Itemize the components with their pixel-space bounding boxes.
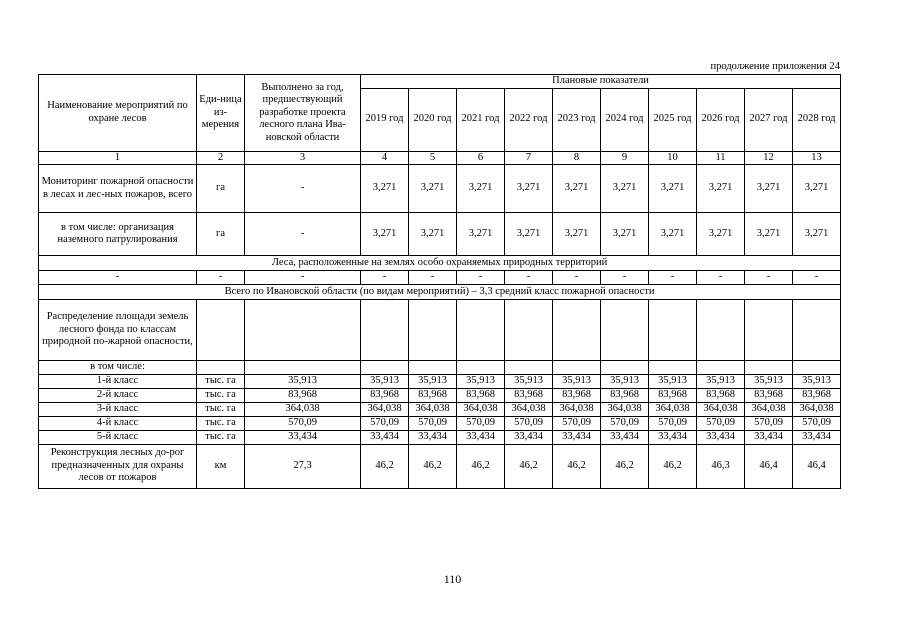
column-number: 7 — [505, 151, 553, 165]
row-value: 46,2 — [409, 444, 457, 488]
row-value: 3,271 — [409, 213, 457, 256]
row-value: 33,434 — [793, 430, 841, 444]
dash-cell: - — [39, 271, 197, 285]
row-value: 46,2 — [361, 444, 409, 488]
row-value: 83,968 — [793, 388, 841, 402]
empty-cell — [361, 300, 409, 361]
row-done: 33,434 — [245, 430, 361, 444]
table-row — [39, 430, 841, 444]
row-value: 3,271 — [457, 213, 505, 256]
row-value: 570,09 — [361, 416, 409, 430]
dash-cell: - — [601, 271, 649, 285]
row-name: 1-й класс — [39, 374, 197, 388]
row-value: 3,271 — [361, 213, 409, 256]
row-value: 3,271 — [697, 213, 745, 256]
row-value: 570,09 — [601, 416, 649, 430]
row-value: 33,434 — [457, 430, 505, 444]
column-number: 10 — [649, 151, 697, 165]
table-row — [39, 444, 841, 488]
empty-cell — [649, 361, 697, 375]
row-unit: га — [197, 165, 245, 213]
empty-cell — [553, 300, 601, 361]
empty-cell — [697, 361, 745, 375]
row-value: 3,271 — [505, 165, 553, 213]
dash-cell: - — [697, 271, 745, 285]
row-value: 33,434 — [697, 430, 745, 444]
row-value: 570,09 — [457, 416, 505, 430]
row-value: 83,968 — [361, 388, 409, 402]
year-header: 2027 год — [745, 88, 793, 151]
empty-cell — [245, 361, 361, 375]
dash-cell: - — [553, 271, 601, 285]
row-value: 3,271 — [793, 213, 841, 256]
year-header: 2026 год — [697, 88, 745, 151]
column-number: 8 — [553, 151, 601, 165]
section-title: Леса, расположенные на землях особо охраняемых природных территорий — [39, 256, 841, 271]
empty-cell — [197, 361, 245, 375]
row-value: 570,09 — [505, 416, 553, 430]
empty-cell — [361, 361, 409, 375]
empty-cell — [457, 300, 505, 361]
row-value: 46,4 — [793, 444, 841, 488]
empty-cell — [745, 300, 793, 361]
row-unit: тыс. га — [197, 416, 245, 430]
distribution-label: Распределение площади земель лесного фонда по классам природной по-жарной опасности, — [39, 300, 197, 361]
row-value: 83,968 — [601, 388, 649, 402]
empty-cell — [505, 300, 553, 361]
row-value: 46,4 — [745, 444, 793, 488]
row-value: 364,038 — [793, 402, 841, 416]
row-value: 570,09 — [793, 416, 841, 430]
dash-cell: - — [245, 271, 361, 285]
row-done: - — [245, 213, 361, 256]
year-header: 2028 год — [793, 88, 841, 151]
row-value: 46,2 — [505, 444, 553, 488]
empty-cell — [197, 300, 245, 361]
column-number: 12 — [745, 151, 793, 165]
dash-cell: - — [649, 271, 697, 285]
row-done: 35,913 — [245, 374, 361, 388]
header-unit: Еди-ница из-мерения — [197, 75, 245, 152]
row-name: 3-й класс — [39, 402, 197, 416]
row-value: 46,2 — [553, 444, 601, 488]
page-number: 110 — [443, 572, 462, 586]
dash-cell: - — [361, 271, 409, 285]
row-name: 5-й класс — [39, 430, 197, 444]
row-value: 33,434 — [601, 430, 649, 444]
row-value: 83,968 — [505, 388, 553, 402]
row-value: 3,271 — [553, 213, 601, 256]
column-number: 1 — [39, 151, 197, 165]
row-value: 570,09 — [553, 416, 601, 430]
row-value: 33,434 — [649, 430, 697, 444]
row-unit: тыс. га — [197, 374, 245, 388]
row-value: 3,271 — [745, 213, 793, 256]
row-done: 83,968 — [245, 388, 361, 402]
row-value: 3,271 — [745, 165, 793, 213]
table-row — [39, 165, 841, 213]
dash-cell: - — [505, 271, 553, 285]
row-value: 3,271 — [649, 165, 697, 213]
empty-cell — [553, 361, 601, 375]
row-value: 83,968 — [697, 388, 745, 402]
row-value: 35,913 — [793, 374, 841, 388]
row-unit: тыс. га — [197, 402, 245, 416]
row-value: 83,968 — [409, 388, 457, 402]
column-number: 2 — [197, 151, 245, 165]
header-done: Выполнено за год, предшествующий разработке проекта лесного плана Ива-новской области — [245, 75, 361, 152]
row-unit: тыс. га — [197, 430, 245, 444]
section-title: Всего по Ивановской области (по видам мероприятий) – 3,3 средний класс пожарной опасности — [39, 285, 841, 300]
row-value: 33,434 — [745, 430, 793, 444]
row-value: 364,038 — [697, 402, 745, 416]
year-header: 2024 год — [601, 88, 649, 151]
empty-cell — [649, 300, 697, 361]
row-value: 3,271 — [505, 213, 553, 256]
row-value: 35,913 — [697, 374, 745, 388]
row-value: 46,2 — [457, 444, 505, 488]
column-number: 3 — [245, 151, 361, 165]
empty-cell — [745, 361, 793, 375]
row-value: 3,271 — [361, 165, 409, 213]
empty-cell — [457, 361, 505, 375]
empty-cell — [409, 361, 457, 375]
dash-cell: - — [409, 271, 457, 285]
row-value: 3,271 — [601, 213, 649, 256]
year-header: 2019 год — [361, 88, 409, 151]
row-value: 35,913 — [505, 374, 553, 388]
row-done: 570,09 — [245, 416, 361, 430]
table-row — [39, 213, 841, 256]
row-name: в том числе: организация наземного патрулирования — [39, 213, 197, 256]
column-number: 9 — [601, 151, 649, 165]
row-value: 570,09 — [745, 416, 793, 430]
row-value: 83,968 — [649, 388, 697, 402]
row-value: 46,2 — [649, 444, 697, 488]
continuation-note: продолжение приложения 24 — [710, 61, 840, 72]
row-value: 364,038 — [361, 402, 409, 416]
row-done: 27,3 — [245, 444, 361, 488]
row-value: 83,968 — [457, 388, 505, 402]
row-value: 33,434 — [553, 430, 601, 444]
row-unit: тыс. га — [197, 388, 245, 402]
row-value: 3,271 — [793, 165, 841, 213]
column-number: 13 — [793, 151, 841, 165]
row-value: 33,434 — [505, 430, 553, 444]
row-value: 3,271 — [457, 165, 505, 213]
table-row — [39, 388, 841, 402]
dash-cell: - — [197, 271, 245, 285]
row-value: 364,038 — [409, 402, 457, 416]
row-value: 35,913 — [361, 374, 409, 388]
row-unit: км — [197, 444, 245, 488]
row-value: 35,913 — [601, 374, 649, 388]
row-value: 46,3 — [697, 444, 745, 488]
row-value: 3,271 — [697, 165, 745, 213]
column-number: 4 — [361, 151, 409, 165]
row-value: 46,2 — [601, 444, 649, 488]
table-row — [39, 402, 841, 416]
year-header: 2022 год — [505, 88, 553, 151]
row-value: 83,968 — [553, 388, 601, 402]
header-name: Наименование мероприятий по охране лесов — [39, 75, 197, 152]
forest-protection-table — [38, 74, 841, 489]
column-number: 5 — [409, 151, 457, 165]
row-value: 3,271 — [409, 165, 457, 213]
row-value: 83,968 — [745, 388, 793, 402]
row-name: 2-й класс — [39, 388, 197, 402]
row-value: 33,434 — [361, 430, 409, 444]
row-value: 364,038 — [505, 402, 553, 416]
table-row — [39, 416, 841, 430]
row-value: 3,271 — [601, 165, 649, 213]
row-value: 570,09 — [409, 416, 457, 430]
column-number: 11 — [697, 151, 745, 165]
row-value: 35,913 — [553, 374, 601, 388]
dash-cell: - — [457, 271, 505, 285]
row-unit: га — [197, 213, 245, 256]
row-value: 35,913 — [745, 374, 793, 388]
including-label: в том числе: — [39, 361, 197, 375]
dash-cell: - — [793, 271, 841, 285]
year-header: 2021 год — [457, 88, 505, 151]
row-value: 35,913 — [409, 374, 457, 388]
row-name: Реконструкция лесных до-рог предназначенных для охраны лесов от пожаров — [39, 444, 197, 488]
empty-cell — [601, 300, 649, 361]
row-value: 35,913 — [457, 374, 505, 388]
empty-cell — [793, 300, 841, 361]
row-value: 33,434 — [409, 430, 457, 444]
row-value: 3,271 — [649, 213, 697, 256]
row-value: 35,913 — [649, 374, 697, 388]
dash-cell: - — [745, 271, 793, 285]
row-name: 4-й класс — [39, 416, 197, 430]
empty-cell — [697, 300, 745, 361]
year-header: 2025 год — [649, 88, 697, 151]
table-row — [39, 374, 841, 388]
empty-cell — [793, 361, 841, 375]
year-header: 2023 год — [553, 88, 601, 151]
header-planned: Плановые показатели — [361, 75, 841, 89]
row-value: 3,271 — [553, 165, 601, 213]
empty-cell — [601, 361, 649, 375]
row-value: 364,038 — [553, 402, 601, 416]
row-value: 570,09 — [697, 416, 745, 430]
row-value: 570,09 — [649, 416, 697, 430]
empty-cell — [505, 361, 553, 375]
row-value: 364,038 — [457, 402, 505, 416]
row-value: 364,038 — [601, 402, 649, 416]
row-done: - — [245, 165, 361, 213]
row-name: Мониторинг пожарной опасности в лесах и лес-ных пожаров, всего — [39, 165, 197, 213]
column-number: 6 — [457, 151, 505, 165]
row-value: 364,038 — [745, 402, 793, 416]
row-value: 364,038 — [649, 402, 697, 416]
row-done: 364,038 — [245, 402, 361, 416]
year-header: 2020 год — [409, 88, 457, 151]
empty-cell — [245, 300, 361, 361]
empty-cell — [409, 300, 457, 361]
